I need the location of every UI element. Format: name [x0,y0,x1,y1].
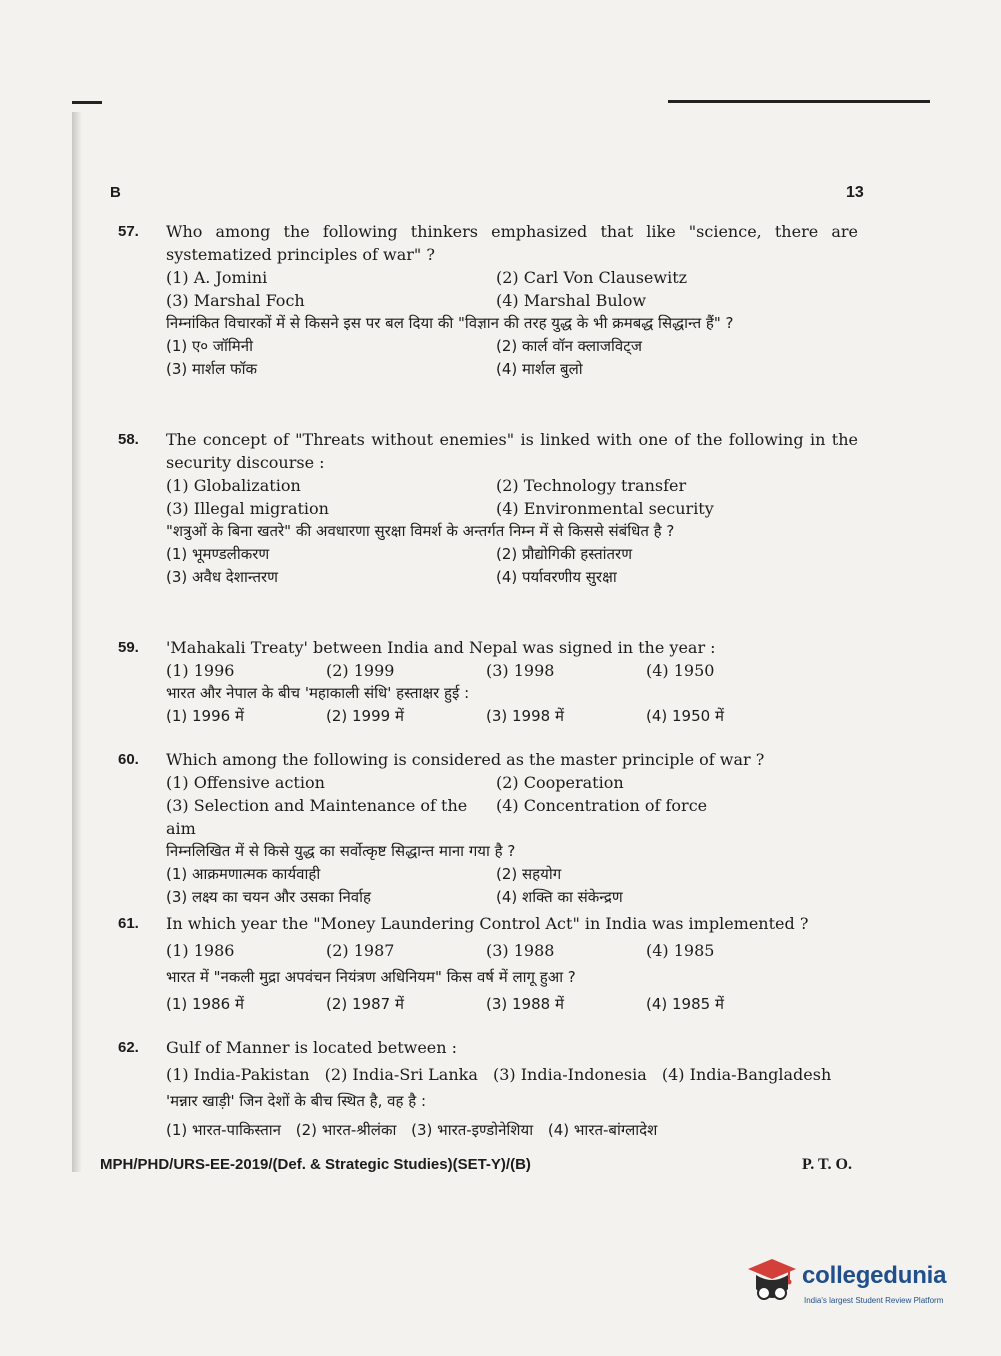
option: (4) 1985 में [646,995,724,1013]
options-hi [166,993,858,1016]
question-text-en: Gulf of Manner is located between : [166,1038,458,1057]
option: (4) 1950 [646,661,715,680]
option: (1) भूमण्डलीकरण [166,545,270,563]
option: (3) Marshal Foch [166,291,305,310]
option: (2) भारत-श्रीलंका [295,1121,397,1139]
option: (4) भारत-बांग्लादेश [547,1121,658,1139]
option: (3) 1998 में [486,707,564,725]
question-number: 62. [118,1039,139,1056]
option: (3) 1998 [486,661,555,680]
question-text-hi: निम्नलिखित में से किसे युद्ध का सर्वोत्कृष्ट सिद्धान्त माना गया है ? [166,842,516,860]
option: (4) मार्शल बुलो [496,360,583,378]
options-en [166,1063,858,1086]
question-61 [118,912,858,1016]
option: (3) अवैध देशान्तरण [166,568,279,586]
question-number: 58. [118,431,139,448]
question-number: 59. [118,639,139,656]
option: (1) 1986 [166,941,235,960]
option: (4) Concentration of force [496,796,708,815]
options-hi [166,335,858,381]
option: (1) Globalization [166,476,301,495]
option: (3) 1988 [486,941,555,960]
question-text-hi: भारत और नेपाल के बीच 'महाकाली संधि' हस्ताक्षर हुई : [166,684,470,702]
option: (3) भारत-इण्डोनेशिया [411,1121,534,1139]
question-text-hi: भारत में "नकली मुद्रा अपवंचन नियंत्रण अधिनियम" किस वर्ष में लागू हुआ ? [166,968,576,986]
option: (1) 1996 में [166,707,244,725]
option: (4) पर्यावरणीय सुरक्षा [496,568,617,586]
page-number: 13 [846,184,864,201]
brand-tagline: India's largest Student Review Platform [804,1296,944,1305]
option: (4) 1950 में [646,707,724,725]
collegedunia-logo-icon [744,1255,800,1311]
option: (2) कार्ल वॉन क्लाजविट्ज [496,337,642,355]
question-58 [118,428,858,589]
option: (1) आक्रमणात्मक कार्यवाही [166,865,321,883]
option: (3) Selection and Maintenance of the aim [166,796,468,838]
pto-label: P. T. O. [802,1156,852,1173]
option: (1) Offensive action [166,773,325,792]
options-hi [166,705,858,728]
question-59 [118,636,858,728]
question-62 [118,1036,858,1142]
question-number: 57. [118,223,139,240]
question-text-en: Who among the following thinkers emphasized that like "science, there are systematized principles of war" ? [166,222,858,264]
paper-code: MPH/PHD/URS-EE-2019/(Def. & Strategic Studies)(SET-Y)/(B) [100,1156,531,1173]
scan-shadow [72,112,82,1172]
scan-edge-right [668,100,930,103]
option: (1) भारत-पाकिस्तान [166,1121,281,1139]
option: (3) लक्ष्य का चयन और उसका निर्वाह [166,888,372,906]
question-text-en: The concept of "Threats without enemies" is linked with one of the following in the security discourse : [166,430,858,472]
option: (3) India-Indonesia [492,1065,647,1084]
collegedunia-watermark [744,1253,970,1313]
options-hi [166,1119,858,1142]
options-hi [166,543,858,589]
option: (2) Technology transfer [496,476,687,495]
scan-edge-left [72,101,102,104]
option: (2) सहयोग [496,865,562,883]
option: (3) 1988 में [486,995,564,1013]
option: (4) India-Bangladesh [661,1065,832,1084]
option: (1) A. Jomini [166,268,268,287]
question-number: 61. [118,915,139,932]
option: (2) 1987 में [326,995,404,1013]
option: (1) 1986 में [166,995,244,1013]
option: (4) Marshal Bulow [496,291,647,310]
options-hi [166,863,858,909]
question-text-en: 'Mahakali Treaty' between India and Nepal was signed in the year : [166,638,716,657]
option: (1) 1996 [166,661,235,680]
option: (2) 1999 [326,661,395,680]
question-60 [118,748,858,909]
option: (2) India-Sri Lanka [324,1065,478,1084]
option: (4) शक्ति का संकेन्द्रण [496,888,623,906]
option: (4) Environmental security [496,499,714,518]
option: (2) 1999 में [326,707,404,725]
options-en [166,939,858,962]
question-text-en: Which among the following is considered as the master principle of war ? [166,750,765,769]
option: (2) 1987 [326,941,395,960]
question-number: 60. [118,751,139,768]
question-57 [118,220,858,381]
options-en [166,474,858,520]
options-en [166,266,858,312]
option: (3) मार्शल फॉक [166,360,257,378]
options-en [166,771,858,840]
option: (4) 1985 [646,941,715,960]
option: (2) प्रौद्योगिकी हस्तांतरण [496,545,633,563]
question-text-hi: निम्नांकित विचारकों में से किसने इस पर बल दिया की "विज्ञान की तरह युद्ध के भी क्रमबद्ध सिद्धान्त हैं" ? [166,314,734,332]
question-text-hi: 'मन्नार खाड़ी' जिन देशों के बीच स्थित है, वह है : [166,1092,427,1110]
options-en [166,659,858,682]
question-text-hi: "शत्रुओं के बिना खतरे" की अवधारणा सुरक्षा विमर्श के अन्तर्गत निम्न में से किससे संबंधित है ? [166,522,675,540]
option: (1) India-Pakistan [166,1065,310,1084]
option: (1) ए० जॉमिनी [166,337,253,355]
option: (2) Cooperation [496,773,624,792]
brand-name: collegedunia [802,1262,947,1289]
option: (2) Carl Von Clausewitz [496,268,688,287]
option: (3) Illegal migration [166,499,329,518]
question-text-en: In which year the "Money Laundering Control Act" in India was implemented ? [166,914,809,933]
set-code: B [110,184,121,201]
